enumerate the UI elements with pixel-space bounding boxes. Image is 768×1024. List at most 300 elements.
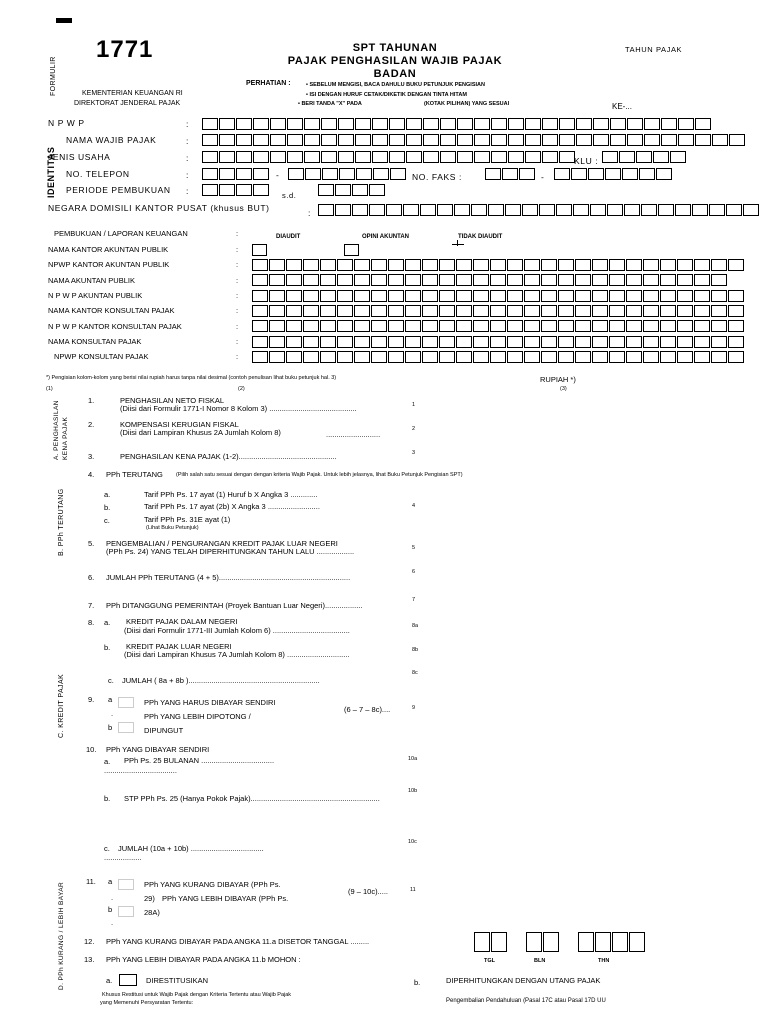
entry-box[interactable] <box>269 259 285 271</box>
entry-box[interactable] <box>692 204 708 216</box>
entry-box[interactable] <box>578 932 594 952</box>
entry-box[interactable] <box>728 290 744 302</box>
entry-box[interactable] <box>320 351 336 363</box>
entry-box[interactable] <box>371 259 387 271</box>
entry-box[interactable] <box>485 168 501 180</box>
entry-box[interactable] <box>660 336 676 348</box>
entry-box[interactable] <box>558 259 574 271</box>
entry-box[interactable] <box>269 290 285 302</box>
entry-box[interactable] <box>202 134 218 146</box>
entry-box[interactable] <box>406 151 422 163</box>
entry-box[interactable] <box>626 351 642 363</box>
entry-box[interactable] <box>626 274 642 286</box>
entry-box[interactable] <box>456 290 472 302</box>
entry-box[interactable] <box>507 259 523 271</box>
entry-box[interactable] <box>624 204 640 216</box>
entry-box[interactable] <box>474 932 490 952</box>
periode-to-boxes[interactable] <box>318 184 386 196</box>
entry-box[interactable] <box>609 259 625 271</box>
npwp-kkp-boxes[interactable] <box>252 336 745 348</box>
entry-box[interactable] <box>660 290 676 302</box>
entry-box[interactable] <box>321 118 337 130</box>
entry-box[interactable] <box>541 351 557 363</box>
entry-box[interactable] <box>660 259 676 271</box>
entry-box[interactable] <box>524 336 540 348</box>
entry-box[interactable] <box>728 305 744 317</box>
entry-box[interactable] <box>252 305 268 317</box>
entry-box[interactable] <box>356 168 372 180</box>
entry-box[interactable] <box>675 204 691 216</box>
entry-box[interactable] <box>337 320 353 332</box>
entry-box[interactable] <box>355 151 371 163</box>
entry-box[interactable] <box>439 320 455 332</box>
entry-box[interactable] <box>456 259 472 271</box>
entry-box[interactable] <box>286 259 302 271</box>
entry-box[interactable] <box>524 290 540 302</box>
entry-box[interactable] <box>524 305 540 317</box>
entry-box[interactable] <box>490 351 506 363</box>
entry-box[interactable] <box>369 184 385 196</box>
entry-box[interactable] <box>677 336 693 348</box>
entry-box[interactable] <box>320 290 336 302</box>
entry-box[interactable] <box>602 151 618 163</box>
entry-box[interactable] <box>454 204 470 216</box>
entry-box[interactable] <box>405 259 421 271</box>
entry-box[interactable] <box>728 351 744 363</box>
akuntan-boxes[interactable] <box>252 290 745 302</box>
entry-box[interactable] <box>236 184 252 196</box>
entry-box[interactable] <box>726 204 742 216</box>
entry-box[interactable] <box>318 184 334 196</box>
entry-box[interactable] <box>539 204 555 216</box>
entry-box[interactable] <box>202 118 218 130</box>
entry-box[interactable] <box>507 320 523 332</box>
entry-box[interactable] <box>490 336 506 348</box>
entry-box[interactable] <box>559 118 575 130</box>
entry-box[interactable] <box>490 259 506 271</box>
entry-box[interactable] <box>626 259 642 271</box>
entry-box[interactable] <box>541 305 557 317</box>
diaudit-checkbox[interactable] <box>252 244 267 256</box>
entry-box[interactable] <box>388 320 404 332</box>
entry-box[interactable] <box>473 320 489 332</box>
entry-box[interactable] <box>473 290 489 302</box>
entry-box[interactable] <box>695 134 711 146</box>
item-9b-checkbox[interactable] <box>118 722 134 733</box>
entry-box[interactable] <box>626 320 642 332</box>
entry-box[interactable] <box>711 290 727 302</box>
item-11a-checkbox[interactable] <box>118 879 134 890</box>
periode-from-boxes[interactable] <box>202 184 270 196</box>
entry-box[interactable] <box>524 320 540 332</box>
npwp-boxes[interactable] <box>202 118 712 130</box>
entry-box[interactable] <box>270 134 286 146</box>
entry-box[interactable] <box>505 204 521 216</box>
entry-box[interactable] <box>318 204 334 216</box>
entry-box[interactable] <box>202 184 218 196</box>
entry-box[interactable] <box>371 336 387 348</box>
kkp-boxes[interactable] <box>252 320 745 332</box>
entry-box[interactable] <box>593 134 609 146</box>
entry-box[interactable] <box>439 351 455 363</box>
entry-box[interactable] <box>542 151 558 163</box>
entry-box[interactable] <box>406 134 422 146</box>
entry-box[interactable] <box>202 151 218 163</box>
entry-box[interactable] <box>541 274 557 286</box>
entry-box[interactable] <box>388 290 404 302</box>
entry-box[interactable] <box>219 168 235 180</box>
entry-box[interactable] <box>390 168 406 180</box>
entry-box[interactable] <box>490 320 506 332</box>
klu-boxes[interactable] <box>602 151 687 163</box>
entry-box[interactable] <box>322 168 338 180</box>
entry-box[interactable] <box>236 118 252 130</box>
entry-box[interactable] <box>286 336 302 348</box>
entry-box[interactable] <box>270 118 286 130</box>
entry-box[interactable] <box>660 351 676 363</box>
entry-box[interactable] <box>471 204 487 216</box>
entry-box[interactable] <box>592 290 608 302</box>
entry-box[interactable] <box>440 118 456 130</box>
entry-box[interactable] <box>388 274 404 286</box>
entry-box[interactable] <box>558 274 574 286</box>
npwp-kap-boxes[interactable] <box>252 274 728 286</box>
entry-box[interactable] <box>609 305 625 317</box>
entry-box[interactable] <box>303 274 319 286</box>
entry-box[interactable] <box>236 168 252 180</box>
entry-box[interactable] <box>252 351 268 363</box>
entry-box[interactable] <box>456 305 472 317</box>
entry-box[interactable] <box>320 274 336 286</box>
entry-box[interactable] <box>422 290 438 302</box>
entry-box[interactable] <box>712 134 728 146</box>
entry-box[interactable] <box>728 259 744 271</box>
entry-box[interactable] <box>636 151 652 163</box>
entry-box[interactable] <box>641 204 657 216</box>
entry-box[interactable] <box>609 290 625 302</box>
entry-box[interactable] <box>575 305 591 317</box>
entry-box[interactable] <box>507 290 523 302</box>
telepon-boxes[interactable] <box>288 168 407 180</box>
entry-box[interactable] <box>694 336 710 348</box>
entry-box[interactable] <box>610 134 626 146</box>
entry-box[interactable] <box>507 305 523 317</box>
entry-box[interactable] <box>423 134 439 146</box>
entry-box[interactable] <box>457 118 473 130</box>
entry-box[interactable] <box>457 151 473 163</box>
entry-box[interactable] <box>337 259 353 271</box>
entry-box[interactable] <box>592 336 608 348</box>
entry-box[interactable] <box>303 320 319 332</box>
entry-box[interactable] <box>627 118 643 130</box>
entry-box[interactable] <box>321 134 337 146</box>
entry-box[interactable] <box>711 336 727 348</box>
entry-box[interactable] <box>575 320 591 332</box>
entry-box[interactable] <box>643 320 659 332</box>
entry-box[interactable] <box>711 320 727 332</box>
item-11b-checkbox[interactable] <box>118 906 134 917</box>
entry-box[interactable] <box>593 118 609 130</box>
entry-box[interactable] <box>576 118 592 130</box>
entry-box[interactable] <box>524 259 540 271</box>
entry-box[interactable] <box>287 151 303 163</box>
entry-box[interactable] <box>352 184 368 196</box>
entry-box[interactable] <box>474 134 490 146</box>
entry-box[interactable] <box>219 184 235 196</box>
entry-box[interactable] <box>219 134 235 146</box>
entry-box[interactable] <box>372 151 388 163</box>
entry-box[interactable] <box>202 168 218 180</box>
entry-box[interactable] <box>644 118 660 130</box>
entry-box[interactable] <box>269 305 285 317</box>
entry-box[interactable] <box>354 259 370 271</box>
entry-box[interactable] <box>252 274 268 286</box>
entry-box[interactable] <box>542 118 558 130</box>
entry-box[interactable] <box>590 204 606 216</box>
entry-box[interactable] <box>491 134 507 146</box>
entry-box[interactable] <box>554 168 570 180</box>
entry-box[interactable] <box>253 151 269 163</box>
entry-box[interactable] <box>439 274 455 286</box>
entry-box[interactable] <box>643 290 659 302</box>
entry-box[interactable] <box>337 305 353 317</box>
entry-box[interactable] <box>709 204 725 216</box>
entry-box[interactable] <box>373 168 389 180</box>
entry-box[interactable] <box>660 320 676 332</box>
entry-box[interactable] <box>354 274 370 286</box>
entry-box[interactable] <box>541 320 557 332</box>
entry-box[interactable] <box>626 336 642 348</box>
entry-box[interactable] <box>286 290 302 302</box>
entry-box[interactable] <box>592 274 608 286</box>
entry-box[interactable] <box>337 274 353 286</box>
entry-box[interactable] <box>743 204 759 216</box>
entry-box[interactable] <box>423 151 439 163</box>
entry-box[interactable] <box>677 274 693 286</box>
entry-box[interactable] <box>388 259 404 271</box>
entry-box[interactable] <box>728 336 744 348</box>
entry-box[interactable] <box>711 259 727 271</box>
entry-box[interactable] <box>558 351 574 363</box>
entry-box[interactable] <box>354 320 370 332</box>
entry-box[interactable] <box>320 336 336 348</box>
entry-box[interactable] <box>473 336 489 348</box>
entry-box[interactable] <box>491 932 507 952</box>
entry-box[interactable] <box>439 259 455 271</box>
entry-box[interactable] <box>422 259 438 271</box>
entry-box[interactable] <box>575 351 591 363</box>
entry-box[interactable] <box>524 351 540 363</box>
entry-box[interactable] <box>661 118 677 130</box>
entry-box[interactable] <box>605 168 621 180</box>
entry-box[interactable] <box>728 320 744 332</box>
telepon-area-boxes[interactable] <box>202 168 270 180</box>
entry-box[interactable] <box>627 134 643 146</box>
jenis-usaha-boxes[interactable] <box>202 151 576 163</box>
entry-box[interactable] <box>622 168 638 180</box>
entry-box[interactable] <box>389 134 405 146</box>
entry-box[interactable] <box>269 274 285 286</box>
entry-box[interactable] <box>508 118 524 130</box>
entry-box[interactable] <box>508 134 524 146</box>
entry-box[interactable] <box>677 259 693 271</box>
entry-box[interactable] <box>678 134 694 146</box>
kap-boxes[interactable] <box>252 259 745 271</box>
entry-box[interactable] <box>320 320 336 332</box>
entry-box[interactable] <box>354 351 370 363</box>
entry-box[interactable] <box>711 305 727 317</box>
entry-box[interactable] <box>573 204 589 216</box>
entry-box[interactable] <box>677 290 693 302</box>
entry-box[interactable] <box>389 118 405 130</box>
entry-box[interactable] <box>338 118 354 130</box>
direstitusikan-checkbox[interactable] <box>119 974 137 986</box>
entry-box[interactable] <box>729 134 745 146</box>
entry-box[interactable] <box>405 290 421 302</box>
entry-box[interactable] <box>270 151 286 163</box>
entry-box[interactable] <box>522 204 538 216</box>
entry-box[interactable] <box>670 151 686 163</box>
entry-box[interactable] <box>219 118 235 130</box>
entry-box[interactable] <box>252 290 268 302</box>
entry-box[interactable] <box>491 118 507 130</box>
nama-wp-boxes[interactable] <box>202 134 746 146</box>
entry-box[interactable] <box>508 151 524 163</box>
negara-boxes[interactable] <box>318 204 760 216</box>
entry-box[interactable] <box>643 259 659 271</box>
entry-box[interactable] <box>236 134 252 146</box>
entry-box[interactable] <box>694 274 710 286</box>
entry-box[interactable] <box>406 118 422 130</box>
entry-box[interactable] <box>286 305 302 317</box>
entry-box[interactable] <box>305 168 321 180</box>
entry-box[interactable] <box>440 134 456 146</box>
entry-box[interactable] <box>490 274 506 286</box>
entry-box[interactable] <box>440 151 456 163</box>
entry-box[interactable] <box>335 204 351 216</box>
entry-box[interactable] <box>558 305 574 317</box>
entry-box[interactable] <box>473 305 489 317</box>
entry-box[interactable] <box>303 336 319 348</box>
entry-box[interactable] <box>526 932 542 952</box>
entry-box[interactable] <box>626 305 642 317</box>
entry-box[interactable] <box>519 168 535 180</box>
entry-box[interactable] <box>677 320 693 332</box>
entry-box[interactable] <box>338 151 354 163</box>
entry-box[interactable] <box>660 305 676 317</box>
entry-box[interactable] <box>629 932 645 952</box>
entry-box[interactable] <box>303 290 319 302</box>
entry-box[interactable] <box>643 336 659 348</box>
entry-box[interactable] <box>287 118 303 130</box>
entry-box[interactable] <box>525 134 541 146</box>
entry-box[interactable] <box>388 336 404 348</box>
entry-box[interactable] <box>388 305 404 317</box>
entry-box[interactable] <box>456 336 472 348</box>
entry-box[interactable] <box>575 259 591 271</box>
entry-box[interactable] <box>541 259 557 271</box>
entry-box[interactable] <box>236 151 252 163</box>
entry-box[interactable] <box>303 305 319 317</box>
entry-box[interactable] <box>286 274 302 286</box>
entry-box[interactable] <box>609 320 625 332</box>
entry-box[interactable] <box>609 274 625 286</box>
entry-box[interactable] <box>456 351 472 363</box>
entry-box[interactable] <box>525 118 541 130</box>
entry-box[interactable] <box>303 351 319 363</box>
entry-box[interactable] <box>653 151 669 163</box>
entry-box[interactable] <box>405 274 421 286</box>
entry-box[interactable] <box>339 168 355 180</box>
entry-box[interactable] <box>524 274 540 286</box>
entry-box[interactable] <box>639 168 655 180</box>
konsultan-boxes[interactable] <box>252 351 745 363</box>
entry-box[interactable] <box>588 168 604 180</box>
entry-box[interactable] <box>694 305 710 317</box>
entry-box[interactable] <box>422 305 438 317</box>
entry-box[interactable] <box>661 134 677 146</box>
entry-box[interactable] <box>610 118 626 130</box>
entry-box[interactable] <box>420 204 436 216</box>
entry-box[interactable] <box>439 336 455 348</box>
entry-box[interactable] <box>541 336 557 348</box>
entry-box[interactable] <box>439 305 455 317</box>
entry-box[interactable] <box>609 336 625 348</box>
entry-box[interactable] <box>658 204 674 216</box>
entry-box[interactable] <box>571 168 587 180</box>
npwp-akuntan-boxes[interactable] <box>252 305 745 317</box>
entry-box[interactable] <box>525 151 541 163</box>
entry-box[interactable] <box>422 274 438 286</box>
entry-box[interactable] <box>269 336 285 348</box>
entry-box[interactable] <box>269 320 285 332</box>
faks-boxes[interactable] <box>554 168 673 180</box>
tgl-boxes[interactable] <box>474 932 508 952</box>
entry-box[interactable] <box>219 151 235 163</box>
entry-box[interactable] <box>694 290 710 302</box>
entry-box[interactable] <box>371 320 387 332</box>
entry-box[interactable] <box>694 320 710 332</box>
entry-box[interactable] <box>253 168 269 180</box>
entry-box[interactable] <box>422 320 438 332</box>
entry-box[interactable] <box>612 932 628 952</box>
entry-box[interactable] <box>354 305 370 317</box>
entry-box[interactable] <box>542 134 558 146</box>
entry-box[interactable] <box>558 320 574 332</box>
entry-box[interactable] <box>473 274 489 286</box>
entry-box[interactable] <box>403 204 419 216</box>
entry-box[interactable] <box>304 151 320 163</box>
entry-box[interactable] <box>474 118 490 130</box>
entry-box[interactable] <box>507 351 523 363</box>
entry-box[interactable] <box>253 184 269 196</box>
entry-box[interactable] <box>694 351 710 363</box>
entry-box[interactable] <box>337 290 353 302</box>
entry-box[interactable] <box>643 351 659 363</box>
entry-box[interactable] <box>405 305 421 317</box>
entry-box[interactable] <box>607 204 623 216</box>
entry-box[interactable] <box>619 151 635 163</box>
entry-box[interactable] <box>643 305 659 317</box>
entry-box[interactable] <box>253 118 269 130</box>
entry-box[interactable] <box>595 932 611 952</box>
entry-box[interactable] <box>644 134 660 146</box>
entry-box[interactable] <box>369 204 385 216</box>
entry-box[interactable] <box>253 134 269 146</box>
entry-box[interactable] <box>303 259 319 271</box>
entry-box[interactable] <box>660 274 676 286</box>
entry-box[interactable] <box>286 320 302 332</box>
